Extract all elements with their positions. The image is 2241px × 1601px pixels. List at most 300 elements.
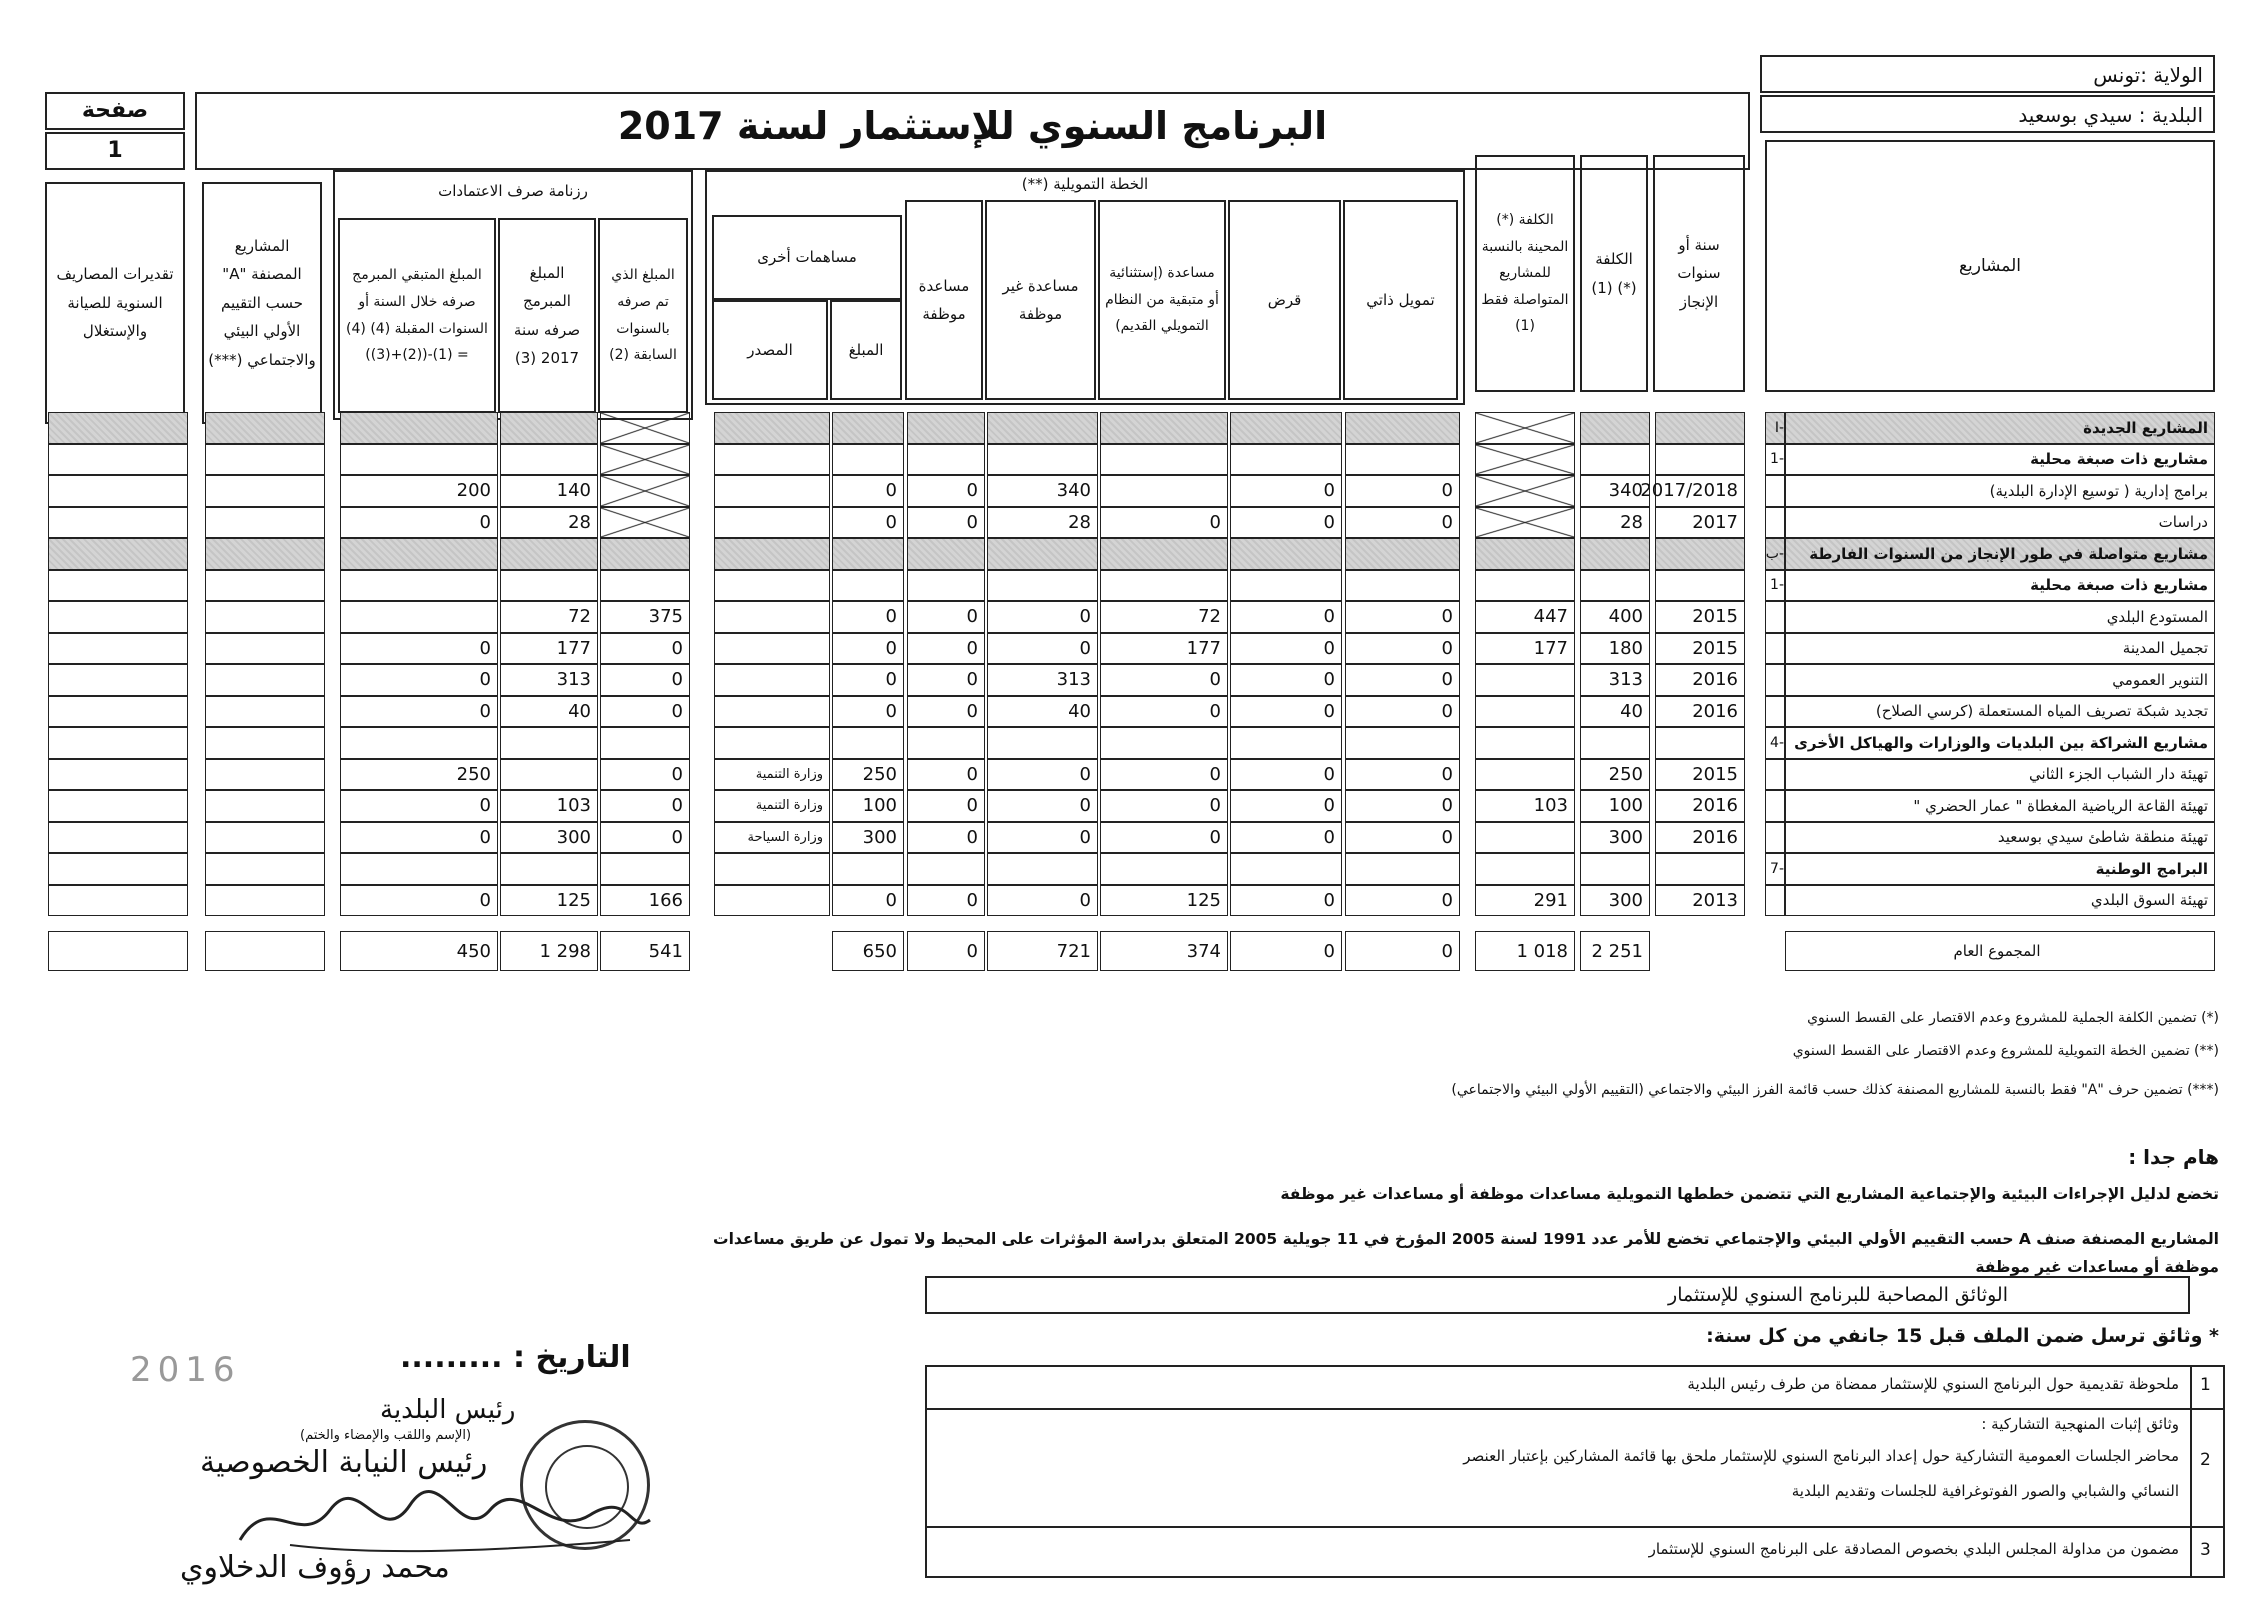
cell-self: 0 bbox=[1345, 696, 1460, 728]
cell-amt bbox=[832, 538, 904, 570]
page-number-box bbox=[45, 132, 185, 170]
cell-amt bbox=[832, 727, 904, 759]
row-number bbox=[1765, 633, 1785, 665]
row-number bbox=[1765, 790, 1785, 822]
cell-exc: 0 bbox=[1100, 822, 1228, 854]
cell-updated bbox=[1475, 696, 1575, 728]
cell-spent: 166 bbox=[600, 885, 690, 917]
cell-self: 0 bbox=[1345, 790, 1460, 822]
row-label: التنوير العمومي bbox=[1785, 664, 2215, 696]
cell-prog bbox=[500, 570, 598, 602]
row-number: 1- bbox=[1765, 444, 1785, 476]
docs-title-box bbox=[925, 1276, 2190, 1314]
cell-prog: 40 bbox=[500, 696, 598, 728]
cell-cost bbox=[1580, 412, 1650, 444]
docs-item-1-text: ملحوظة تقديمية حول البرنامج السنوي للإستثمار ممضاة من طرف رئيس البلدية bbox=[1687, 1375, 2179, 1393]
cell-alloc: 0 bbox=[907, 664, 985, 696]
cell-prog: 72 bbox=[500, 601, 598, 633]
cell-cost: 313 bbox=[1580, 664, 1650, 696]
cell-unalloc: 0 bbox=[987, 759, 1098, 791]
cell-loan: 0 bbox=[1230, 507, 1342, 539]
cell-unalloc: 0 bbox=[987, 885, 1098, 917]
cell-src bbox=[714, 601, 830, 633]
cell-self: 0 bbox=[1345, 633, 1460, 665]
cell-year: 2016 bbox=[1655, 790, 1745, 822]
row-label: تجميل المدينة bbox=[1785, 633, 2215, 665]
total-self: 0 bbox=[1345, 931, 1460, 971]
cell-exc bbox=[1100, 444, 1228, 476]
cell-self: 0 bbox=[1345, 822, 1460, 854]
row-label: تهيئة القاعة الرياضية المغطاة " عمار الحضري " bbox=[1785, 790, 2215, 822]
cell-prog: 28 bbox=[500, 507, 598, 539]
cell-unalloc: 0 bbox=[987, 633, 1098, 665]
cell-spent: 0 bbox=[600, 633, 690, 665]
cell-rem bbox=[340, 570, 498, 602]
row-label: مشاريع الشراكة بين البلديات والوزارات والهياكل الأخرى bbox=[1785, 727, 2215, 759]
cell-self: 0 bbox=[1345, 885, 1460, 917]
cell-exc bbox=[1100, 412, 1228, 444]
cell-year: 2016 bbox=[1655, 696, 1745, 728]
cell-rem: 0 bbox=[340, 507, 498, 539]
cell-amt: 0 bbox=[832, 507, 904, 539]
cell-unalloc bbox=[987, 444, 1098, 476]
col-updated-cost: الكلفة (*) المحينة بالنسبة للمشاريع المتواصلة فقط (1) bbox=[1475, 155, 1575, 392]
row-label: المشاريع الجديدة bbox=[1785, 412, 2215, 444]
row-number bbox=[1765, 475, 1785, 507]
cell-unalloc: 0 bbox=[987, 822, 1098, 854]
cell-rem: 0 bbox=[340, 696, 498, 728]
cell-maint bbox=[48, 475, 188, 507]
cell-classa bbox=[205, 696, 325, 728]
cell-cost: 28 bbox=[1580, 507, 1650, 539]
row-number: ب- bbox=[1765, 538, 1785, 570]
cell-alloc bbox=[907, 412, 985, 444]
footnote-1: (*) تضمين الكلفة الجملية للمشروع وعدم الاقتصار على القسط السنوي bbox=[1807, 1010, 2219, 1026]
cell-amt: 0 bbox=[832, 664, 904, 696]
total-classa bbox=[205, 931, 325, 971]
date-value: 2016 bbox=[130, 1350, 241, 1390]
cell-rem: 0 bbox=[340, 822, 498, 854]
cell-prog bbox=[500, 853, 598, 885]
cell-alloc: 0 bbox=[907, 790, 985, 822]
cell-loan: 0 bbox=[1230, 475, 1342, 507]
cell-spent bbox=[600, 727, 690, 759]
col-unallocated: مساعدة غير موظفة bbox=[985, 200, 1096, 400]
cell-cost bbox=[1580, 853, 1650, 885]
cell-cost: 250 bbox=[1580, 759, 1650, 791]
cell-updated bbox=[1475, 570, 1575, 602]
important-line-1: تخضع لدليل الإجراءات البيئية والإجتماعية المشاريع التي تتضمن خططها التمويلية مساعدات موظفة أو مساعدات غير موظفة bbox=[1280, 1185, 2219, 1203]
total-amt: 650 bbox=[832, 931, 904, 971]
cell-rem bbox=[340, 601, 498, 633]
cell-alloc: 0 bbox=[907, 507, 985, 539]
cell-maint bbox=[48, 633, 188, 665]
cell-self: 0 bbox=[1345, 507, 1460, 539]
page-number: 1 bbox=[107, 138, 123, 163]
wilaya-label: الولاية :تونس bbox=[2093, 63, 2203, 87]
cell-year: 2016 bbox=[1655, 822, 1745, 854]
cell-classa bbox=[205, 601, 325, 633]
col-maintenance: تقديرات المصاريف السنوية للصيانة والإستغلال bbox=[45, 182, 185, 424]
handwritten-signature bbox=[230, 1480, 660, 1560]
cell-alloc bbox=[907, 727, 985, 759]
cell-classa bbox=[205, 853, 325, 885]
cell-cost: 300 bbox=[1580, 822, 1650, 854]
cell-spent: 0 bbox=[600, 790, 690, 822]
cell-maint bbox=[48, 790, 188, 822]
cell-src bbox=[714, 885, 830, 917]
cell-exc bbox=[1100, 538, 1228, 570]
mayor-label: رئيس البلدية bbox=[380, 1395, 516, 1425]
row-label: مشاريع متواصلة في طور الإنجاز من السنوات الفارطة bbox=[1785, 538, 2215, 570]
row-number: 1- bbox=[1765, 570, 1785, 602]
cell-loan: 0 bbox=[1230, 696, 1342, 728]
cell-exc: 72 bbox=[1100, 601, 1228, 633]
total-prog: 1 298 bbox=[500, 931, 598, 971]
cell-amt bbox=[832, 853, 904, 885]
cell-exc: 0 bbox=[1100, 790, 1228, 822]
page-label-box bbox=[45, 92, 185, 130]
total-cost: 2 251 bbox=[1580, 931, 1650, 971]
cell-spent bbox=[600, 853, 690, 885]
col-other-contrib: مساهمات أخرى bbox=[712, 215, 902, 300]
total-rem: 450 bbox=[340, 931, 498, 971]
cell-alloc: 0 bbox=[907, 885, 985, 917]
col-cost: الكلفة (*) (1) bbox=[1580, 155, 1648, 392]
cell-self bbox=[1345, 853, 1460, 885]
row-label: تهيئة السوق البلدي bbox=[1785, 885, 2215, 917]
cell-maint bbox=[48, 853, 188, 885]
cell-self bbox=[1345, 727, 1460, 759]
row-number: 7- bbox=[1765, 853, 1785, 885]
cell-amt: 0 bbox=[832, 601, 904, 633]
cell-loan: 0 bbox=[1230, 790, 1342, 822]
col-amount: المبلغ bbox=[830, 300, 902, 400]
cell-updated bbox=[1475, 538, 1575, 570]
cell-classa bbox=[205, 570, 325, 602]
docs-item-1-num: 1 bbox=[2200, 1375, 2211, 1395]
docs-item-2-sub2: النسائي والشبابي والصور الفوتوغرافية للجلسات وتقديم البلدية bbox=[1791, 1482, 2179, 1500]
cell-amt: 0 bbox=[832, 633, 904, 665]
cell-updated bbox=[1475, 444, 1575, 476]
cell-spent bbox=[600, 507, 690, 539]
date-label: التاريخ : ......... bbox=[400, 1340, 631, 1375]
cell-src bbox=[714, 727, 830, 759]
total-updated: 1 018 bbox=[1475, 931, 1575, 971]
cell-unalloc bbox=[987, 853, 1098, 885]
cell-self: 0 bbox=[1345, 601, 1460, 633]
cell-self bbox=[1345, 412, 1460, 444]
cell-src bbox=[714, 475, 830, 507]
signer-name: محمد رؤوف الدخلاوي bbox=[180, 1550, 450, 1585]
cell-self: 0 bbox=[1345, 664, 1460, 696]
total-alloc: 0 bbox=[907, 931, 985, 971]
cell-spent bbox=[600, 538, 690, 570]
cell-cost: 180 bbox=[1580, 633, 1650, 665]
cell-src bbox=[714, 696, 830, 728]
cell-classa bbox=[205, 507, 325, 539]
cell-prog: 103 bbox=[500, 790, 598, 822]
total-loan: 0 bbox=[1230, 931, 1342, 971]
total-maint bbox=[48, 931, 188, 971]
cell-unalloc bbox=[987, 727, 1098, 759]
cell-src bbox=[714, 444, 830, 476]
cell-unalloc: 340 bbox=[987, 475, 1098, 507]
col-programmed: المبلغ المبرمج صرفه سنة 2017 (3) bbox=[498, 218, 596, 413]
cell-exc: 125 bbox=[1100, 885, 1228, 917]
col-source: المصدر bbox=[712, 300, 828, 400]
cell-spent bbox=[600, 475, 690, 507]
baladiya-box bbox=[1760, 95, 2215, 133]
cell-loan bbox=[1230, 570, 1342, 602]
cell-year bbox=[1655, 727, 1745, 759]
cell-spent bbox=[600, 444, 690, 476]
cell-rem bbox=[340, 853, 498, 885]
cell-exc bbox=[1100, 570, 1228, 602]
cell-unalloc bbox=[987, 570, 1098, 602]
cell-maint bbox=[48, 885, 188, 917]
cell-unalloc bbox=[987, 412, 1098, 444]
cell-cost bbox=[1580, 727, 1650, 759]
docs-title: الوثائق المصاحبة للبرنامج السنوي للإستثمار bbox=[1668, 1284, 2008, 1306]
cell-classa bbox=[205, 885, 325, 917]
row-label: تجديد شبكة تصريف المياه المستعملة (كرسي الصلاح) bbox=[1785, 696, 2215, 728]
cell-classa bbox=[205, 664, 325, 696]
cell-self: 0 bbox=[1345, 759, 1460, 791]
cell-src bbox=[714, 507, 830, 539]
cell-prog: 140 bbox=[500, 475, 598, 507]
footnote-3: (***) تضمين حرف "A" فقط بالنسبة للمشاريع المصنفة كذلك حسب قائمة الفرز البيئي والاجتماعي (التقييم الأولي البيئي والاجتماعي) bbox=[1451, 1082, 2219, 1098]
cell-year bbox=[1655, 538, 1745, 570]
cell-spent: 0 bbox=[600, 696, 690, 728]
row-number bbox=[1765, 601, 1785, 633]
name-hint: (الإسم واللقب والإمضاء والختم) bbox=[300, 1428, 472, 1443]
col-loans: قرض bbox=[1228, 200, 1341, 400]
cell-loan: 0 bbox=[1230, 759, 1342, 791]
cell-year bbox=[1655, 444, 1745, 476]
cell-prog: 125 bbox=[500, 885, 598, 917]
row-label: تهيئة منطقة شاطئ سيدي بوسعيد bbox=[1785, 822, 2215, 854]
cell-unalloc: 40 bbox=[987, 696, 1098, 728]
cell-amt: 0 bbox=[832, 696, 904, 728]
cell-prog bbox=[500, 759, 598, 791]
cell-prog bbox=[500, 727, 598, 759]
cell-cost: 40 bbox=[1580, 696, 1650, 728]
cell-cost: 300 bbox=[1580, 885, 1650, 917]
row-label: مشاريع ذات صبغة محلية bbox=[1785, 570, 2215, 602]
cell-classa bbox=[205, 538, 325, 570]
schedule-title: رزنامة صرف الاعتمادات bbox=[438, 182, 588, 200]
row-label: البرامج الوطنية bbox=[1785, 853, 2215, 885]
cell-cost: 340 bbox=[1580, 475, 1650, 507]
cell-alloc: 0 bbox=[907, 822, 985, 854]
cell-year bbox=[1655, 570, 1745, 602]
cell-loan bbox=[1230, 727, 1342, 759]
cell-amt: 0 bbox=[832, 885, 904, 917]
cell-src bbox=[714, 570, 830, 602]
row-label: برامج إدارية ( توسيع الإدارة البلدية) bbox=[1785, 475, 2215, 507]
cell-classa bbox=[205, 790, 325, 822]
cell-year: 2015 bbox=[1655, 633, 1745, 665]
important-line-2: المشاريع المصنفة صنف A حسب التقييم الأولي البيئي والإجتماعي تخضع للأمر عدد 1991 لسنة 2005 المؤرخ في 11 جويلية 2005 المتعلق بدراسة المؤثرات على المحيط ولا تمول عن طريق مساعدات موظفة أو مساعدات غير موظفة bbox=[713, 1230, 2219, 1276]
cell-loan: 0 bbox=[1230, 664, 1342, 696]
cell-amt: 300 bbox=[832, 822, 904, 854]
cell-maint bbox=[48, 696, 188, 728]
cell-rem bbox=[340, 412, 498, 444]
cell-year: 2017/2018 bbox=[1655, 475, 1745, 507]
footnote-2: (**) تضمين الخطة التمويلية للمشروع وعدم الاقتصار على القسط السنوي bbox=[1792, 1043, 2219, 1059]
cell-updated bbox=[1475, 759, 1575, 791]
cell-alloc bbox=[907, 538, 985, 570]
cell-loan bbox=[1230, 538, 1342, 570]
docs-item-3-text: مضمون من مداولة المجلس البلدي بخصوص المصادقة على البرنامج السنوي للإستثمار bbox=[1648, 1540, 2179, 1558]
cell-alloc: 0 bbox=[907, 696, 985, 728]
cell-amt: 100 bbox=[832, 790, 904, 822]
cell-prog bbox=[500, 444, 598, 476]
row-number bbox=[1765, 759, 1785, 791]
cell-src bbox=[714, 412, 830, 444]
cell-maint bbox=[48, 822, 188, 854]
cell-updated: 291 bbox=[1475, 885, 1575, 917]
cell-maint bbox=[48, 727, 188, 759]
cell-year bbox=[1655, 412, 1745, 444]
cell-src bbox=[714, 853, 830, 885]
cell-unalloc bbox=[987, 538, 1098, 570]
cell-exc bbox=[1100, 475, 1228, 507]
cell-exc: 0 bbox=[1100, 507, 1228, 539]
cell-year: 2015 bbox=[1655, 759, 1745, 791]
row-number bbox=[1765, 696, 1785, 728]
page-title: البرنامج السنوي للإستثمار لسنة 2017 bbox=[617, 104, 1328, 148]
cell-classa bbox=[205, 444, 325, 476]
cell-amt: 250 bbox=[832, 759, 904, 791]
col-remaining: المبلغ المتبقي المبرمج صرفه خلال السنة أو السنوات المقبلة (4) (4) = (1)-((2)+(3)) bbox=[338, 218, 496, 413]
cell-amt: 0 bbox=[832, 475, 904, 507]
cell-alloc bbox=[907, 853, 985, 885]
cell-year: 2017 bbox=[1655, 507, 1745, 539]
cell-loan: 0 bbox=[1230, 601, 1342, 633]
cell-alloc bbox=[907, 444, 985, 476]
cell-classa bbox=[205, 727, 325, 759]
cell-amt bbox=[832, 570, 904, 602]
col-class-a: المشاريع المصنفة "A" حسب التقييم الأولي البيئي والاجتماعي (***) bbox=[202, 182, 322, 424]
cell-prog: 300 bbox=[500, 822, 598, 854]
cell-src: وزارة التنمية bbox=[714, 790, 830, 822]
cell-rem bbox=[340, 444, 498, 476]
cell-updated bbox=[1475, 664, 1575, 696]
docs-item-3-num: 3 bbox=[2200, 1540, 2211, 1560]
cell-src: وزارة التنمية bbox=[714, 759, 830, 791]
cell-alloc: 0 bbox=[907, 475, 985, 507]
cell-exc: 177 bbox=[1100, 633, 1228, 665]
row-number: 4- bbox=[1765, 727, 1785, 759]
cell-exc bbox=[1100, 853, 1228, 885]
cell-year: 2015 bbox=[1655, 601, 1745, 633]
cell-exc bbox=[1100, 727, 1228, 759]
cell-maint bbox=[48, 538, 188, 570]
docs-item-2-sub1: محاضر الجلسات العمومية التشاركية حول إعداد البرنامج السنوي للإستثمار ملحق بها قائمة المشاركين بإعتبار العنصر bbox=[1463, 1447, 2179, 1465]
cell-loan: 0 bbox=[1230, 633, 1342, 665]
cell-spent: 375 bbox=[600, 601, 690, 633]
cell-rem: 0 bbox=[340, 664, 498, 696]
total-unalloc: 721 bbox=[987, 931, 1098, 971]
cell-year bbox=[1655, 853, 1745, 885]
cell-updated bbox=[1475, 822, 1575, 854]
cell-rem: 250 bbox=[340, 759, 498, 791]
cell-prog bbox=[500, 412, 598, 444]
cell-cost bbox=[1580, 570, 1650, 602]
cell-prog bbox=[500, 538, 598, 570]
cell-maint bbox=[48, 601, 188, 633]
cell-maint bbox=[48, 664, 188, 696]
cell-prog: 177 bbox=[500, 633, 598, 665]
cell-exc: 0 bbox=[1100, 759, 1228, 791]
cell-src: وزارة السياحة bbox=[714, 822, 830, 854]
cell-loan bbox=[1230, 853, 1342, 885]
cell-unalloc: 0 bbox=[987, 790, 1098, 822]
cell-cost: 100 bbox=[1580, 790, 1650, 822]
cell-maint bbox=[48, 570, 188, 602]
cell-alloc: 0 bbox=[907, 759, 985, 791]
cell-classa bbox=[205, 822, 325, 854]
total-spent: 541 bbox=[600, 931, 690, 971]
cell-loan bbox=[1230, 444, 1342, 476]
cell-classa bbox=[205, 633, 325, 665]
cell-rem bbox=[340, 727, 498, 759]
col-projects: المشاريع bbox=[1765, 140, 2215, 392]
cell-rem: 0 bbox=[340, 790, 498, 822]
row-label: المستودع البلدي bbox=[1785, 601, 2215, 633]
cell-src bbox=[714, 664, 830, 696]
cell-loan bbox=[1230, 412, 1342, 444]
row-label: دراسات bbox=[1785, 507, 2215, 539]
cell-maint bbox=[48, 759, 188, 791]
cell-amt bbox=[832, 412, 904, 444]
cell-spent: 0 bbox=[600, 759, 690, 791]
cell-loan: 0 bbox=[1230, 885, 1342, 917]
cell-src bbox=[714, 538, 830, 570]
cell-updated bbox=[1475, 507, 1575, 539]
col-self: تمويل ذاتي bbox=[1343, 200, 1458, 400]
important-title: هام جدا : bbox=[2128, 1145, 2219, 1169]
cell-cost: 400 bbox=[1580, 601, 1650, 633]
cell-exc: 0 bbox=[1100, 696, 1228, 728]
cell-alloc bbox=[907, 570, 985, 602]
docs-item-2-num: 2 bbox=[2200, 1450, 2211, 1470]
cell-spent: 0 bbox=[600, 822, 690, 854]
cell-rem: 0 bbox=[340, 633, 498, 665]
cell-cost bbox=[1580, 444, 1650, 476]
cell-self bbox=[1345, 444, 1460, 476]
cell-cost bbox=[1580, 538, 1650, 570]
col-exceptional: مساعدة (إستثنائية أو متبقية من النظام التمويلي القديم) bbox=[1098, 200, 1226, 400]
cell-maint bbox=[48, 444, 188, 476]
cell-amt bbox=[832, 444, 904, 476]
cell-maint bbox=[48, 507, 188, 539]
row-number: I- bbox=[1765, 412, 1785, 444]
cell-spent bbox=[600, 412, 690, 444]
cell-self bbox=[1345, 538, 1460, 570]
cell-alloc: 0 bbox=[907, 601, 985, 633]
col-years: سنة أو سنوات الإنجاز bbox=[1653, 155, 1745, 392]
cell-updated bbox=[1475, 727, 1575, 759]
row-label: مشاريع ذات صبغة محلية bbox=[1785, 444, 2215, 476]
baladiya-label: البلدية : سيدي بوسعيد bbox=[2018, 103, 2203, 127]
cell-updated: 103 bbox=[1475, 790, 1575, 822]
cell-alloc: 0 bbox=[907, 633, 985, 665]
cell-rem: 0 bbox=[340, 885, 498, 917]
cell-spent: 0 bbox=[600, 664, 690, 696]
